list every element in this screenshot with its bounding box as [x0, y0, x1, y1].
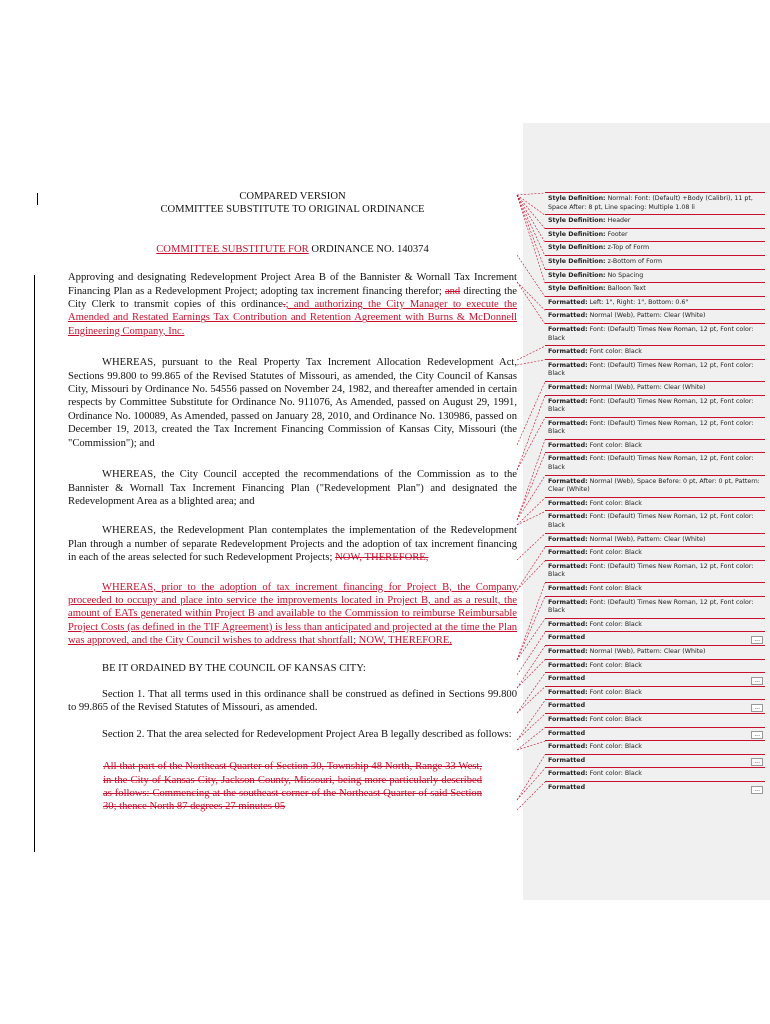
- balloon-text: Footer: [605, 230, 628, 238]
- revision-balloon[interactable]: [545, 596, 765, 618]
- revision-balloon[interactable]: [545, 740, 765, 754]
- leader-line: [517, 396, 545, 471]
- revision-balloon[interactable]: [545, 296, 765, 310]
- leader-line: [517, 547, 545, 590]
- leader-line: [517, 534, 545, 560]
- header-line-2: COMMITTEE SUBSTITUTE TO ORIGINAL ORDINANCE: [160, 204, 425, 216]
- balloon-text: Font color: Black: [587, 770, 642, 778]
- revision-balloon[interactable]: [545, 533, 765, 547]
- revision-balloon[interactable]: [545, 228, 765, 242]
- revision-balloon[interactable]: [545, 359, 765, 381]
- revision-balloon[interactable]: [545, 686, 765, 700]
- revision-balloon[interactable]: [545, 439, 765, 453]
- balloon-text: z-Top of Form: [605, 244, 650, 252]
- balloon-label: Style Definition:: [548, 257, 606, 265]
- revision-balloon[interactable]: [545, 631, 765, 645]
- title-insertion: COMMITTEE SUBSTITUTE FOR: [156, 243, 309, 255]
- balloon-label: Formatted:: [548, 455, 588, 463]
- balloon-label: Formatted:: [548, 549, 588, 557]
- more-details-button[interactable]: ...: [751, 677, 763, 685]
- balloon-text: Font: (Default) Times New Roman, 12 pt, Font color: Black: [548, 598, 754, 615]
- balloon-label: Style Definition:: [548, 230, 606, 238]
- revision-balloon[interactable]: [545, 672, 765, 686]
- revision-balloon[interactable]: [545, 452, 765, 474]
- balloon-text: Font: (Default) Times New Roman, 12 pt, Font color: Black: [548, 397, 754, 414]
- leader-line: [517, 741, 545, 750]
- revision-balloon[interactable]: [545, 269, 765, 283]
- leader-line: [517, 418, 545, 470]
- balloon-label: Formatted:: [548, 743, 588, 751]
- more-details-button[interactable]: ...: [751, 636, 763, 644]
- balloon-text: Header: [605, 217, 631, 225]
- balloon-label: Formatted: [548, 675, 586, 683]
- leader-line: [517, 453, 545, 520]
- balloon-label: Formatted: [548, 729, 586, 737]
- balloon-text: Font color: Black: [587, 441, 642, 449]
- header-line-1: COMPARED VERSION: [239, 191, 346, 202]
- document-body: [68, 190, 517, 814]
- balloon-text: Font: (Default) Times New Roman, 12 pt, Font color: Black: [548, 513, 754, 530]
- revision-balloon[interactable]: [545, 546, 765, 560]
- balloon-text: Left: 1", Right: 1", Bottom: 0.6": [587, 298, 689, 306]
- balloon-text: Font color: Black: [587, 743, 642, 751]
- revision-balloon[interactable]: [545, 381, 765, 395]
- revision-balloon[interactable]: [545, 582, 765, 596]
- revision-balloon[interactable]: [545, 214, 765, 228]
- deleted-text: .: [282, 299, 286, 311]
- more-details-button[interactable]: ...: [751, 731, 763, 739]
- balloon-text: Font color: Black: [587, 688, 642, 696]
- revision-balloon[interactable]: [545, 659, 765, 673]
- balloon-label: Formatted:: [548, 562, 588, 570]
- balloon-label: Formatted:: [548, 477, 588, 485]
- leader-line: [517, 660, 545, 688]
- leader-line: [517, 782, 545, 810]
- leader-line: [517, 728, 545, 750]
- leader-line: [517, 768, 545, 800]
- leader-line: [517, 583, 545, 660]
- leader-line: [517, 597, 545, 660]
- balloon-text: Font color: Black: [587, 549, 642, 557]
- balloon-text: Font: (Default) Times New Roman, 12 pt, Font color: Black: [548, 562, 754, 579]
- revision-balloon[interactable]: [545, 395, 765, 417]
- balloon-text: Font color: Black: [587, 620, 642, 628]
- revision-balloon[interactable]: [545, 510, 765, 532]
- balloon-label: Formatted:: [548, 312, 588, 320]
- balloon-text: Font color: Black: [587, 499, 642, 507]
- leader-line: [517, 193, 545, 195]
- leader-line: [517, 498, 545, 525]
- revision-balloon[interactable]: [545, 713, 765, 727]
- leader-line: [517, 440, 545, 520]
- balloon-label: Formatted:: [548, 419, 588, 427]
- balloon-text: Normal: Font: (Default) +Body (Calibri), 11 pt, Space After: 8 pt, Line spacing: Multiple 1.08 li: [548, 195, 753, 211]
- balloon-label: Formatted: [548, 634, 586, 642]
- balloon-label: Formatted:: [548, 383, 588, 391]
- leader-line: [517, 687, 545, 713]
- balloon-text: Font: (Default) Times New Roman, 12 pt, Font color: Black: [548, 455, 754, 472]
- balloon-text: Font color: Black: [587, 585, 642, 592]
- revision-balloon[interactable]: [545, 618, 765, 632]
- revision-balloon[interactable]: [545, 781, 765, 795]
- balloon-text: No Spacing: [605, 271, 644, 279]
- ordained-clause: BE IT ORDAINED BY THE COUNCIL OF KANSAS CITY:: [102, 662, 366, 674]
- leader-line: [517, 195, 545, 270]
- balloon-text: Font color: Black: [587, 348, 642, 356]
- revision-balloon[interactable]: [545, 754, 765, 768]
- revision-balloon[interactable]: [545, 727, 765, 741]
- balloon-text: Normal (Web), Pattern: Clear (White): [587, 383, 706, 391]
- whereas-2: WHEREAS, the City Council accepted the recommendations of the Commission as to the Bannister & Wornall Tax Increment Financing Plan ("Redevelopment Plan") and designated the Redevelopment Area as a blighted area; and: [68, 469, 517, 507]
- more-details-button[interactable]: ...: [751, 786, 763, 794]
- ordinance-title: [68, 243, 517, 256]
- balloon-label: Formatted:: [548, 598, 588, 606]
- balloon-label: Formatted:: [548, 647, 588, 655]
- balloon-label: Formatted:: [548, 770, 588, 778]
- leader-line: [517, 282, 545, 324]
- balloon-label: Formatted:: [548, 325, 588, 333]
- revision-balloon[interactable]: [545, 475, 765, 497]
- balloon-text: Normal (Web), Pattern: Clear (White): [587, 647, 706, 655]
- revision-balloon[interactable]: [545, 255, 765, 269]
- revision-balloon[interactable]: [545, 345, 765, 359]
- revision-balloon[interactable]: [545, 241, 765, 255]
- revision-balloon[interactable]: [545, 192, 765, 214]
- intro-paragraph: Approving and designating Redevelopment Project Area B of the Bannister & Wornall Tax Increment Financing Plan as a Redevelopment Project; adopting tax increment financing therefor; and directing the City Clerk to transmit copies of this ordinance.; and authorizing the City Manager to execute the Amended and Restated Earnings Tax Contribution and Retention Agreement with Burns & McDonnell Engineering Company, Inc.: [68, 272, 518, 337]
- whereas-3: WHEREAS, the Redevelopment Plan contemplates the implementation of the Redevelopment Plan through a number of separate Redevelopment Projects and the adoption of tax increment financing in each of the areas selected for such Redevelopment Projects; NOW, THEREFORE,: [68, 525, 517, 564]
- section-2: Section 2. That the area selected for Redevelopment Project Area B legally described as follows:: [102, 728, 512, 740]
- leader-line: [517, 714, 545, 740]
- balloon-label: Style Definition:: [548, 285, 606, 293]
- revision-balloon[interactable]: [545, 323, 765, 345]
- leader-line: [517, 195, 545, 256]
- balloon-text: Font color: Black: [587, 661, 642, 669]
- balloon-text: Balloon Text: [605, 285, 646, 293]
- balloon-label: Style Definition:: [548, 195, 606, 202]
- balloon-label: Formatted: [548, 783, 586, 791]
- deleted-text: and: [444, 285, 461, 297]
- deleted-text: NOW, THEREFORE,: [335, 552, 429, 564]
- legal-description-deleted: All that part of the Northeast Quarter of Section 30, Township 48 North, Range 33 West, in the City of Kansas City, Jackson County, Missouri, being more particularly described as follows: Commencing at the southeast corner of the Northeast Quarter of said Section 30; thence North 87 degrees 27 minutes 05: [103, 761, 482, 813]
- revision-balloon[interactable]: [545, 560, 765, 582]
- revision-balloon[interactable]: [545, 282, 765, 296]
- leader-line: [517, 646, 545, 688]
- leader-line: [517, 673, 545, 713]
- revision-balloon[interactable]: [545, 699, 765, 713]
- section-1: Section 1. That all terms used in this ordinance shall be construed as defined in Sections 99.800 to 99.865 of the Revised Statutes of Missouri, as amended.: [68, 688, 517, 714]
- balloon-label: Formatted:: [548, 397, 588, 405]
- balloon-text: Font: (Default) Times New Roman, 12 pt, Font color: Black: [548, 325, 754, 342]
- leader-line: [517, 282, 545, 310]
- balloon-label: Formatted:: [548, 348, 588, 356]
- balloon-text: Normal (Web), Space Before: 0 pt, After: 0 pt, Pattern: Clear (White): [548, 477, 760, 494]
- revision-balloons: [545, 192, 765, 795]
- balloon-label: Style Definition:: [548, 217, 606, 225]
- balloon-text: Font color: Black: [587, 715, 642, 723]
- balloon-label: Formatted:: [548, 715, 588, 723]
- title-main: ORDINANCE NO. 140374: [311, 243, 429, 255]
- inserted-text: ; and authorizing the City Manager to execute the Amended and Restated Earnings Tax Contribution and Retention Agreement with Burns & McDonnell Engineering Company, Inc.: [68, 299, 517, 337]
- balloon-label: Formatted:: [548, 661, 588, 669]
- revision-balloon[interactable]: [545, 417, 765, 439]
- balloon-text: Font: (Default) Times New Roman, 12 pt, Font color: Black: [548, 361, 754, 378]
- balloon-label: Formatted:: [548, 688, 588, 696]
- leader-line: [517, 195, 545, 283]
- leader-line: [517, 755, 545, 800]
- balloon-label: Formatted:: [548, 585, 588, 592]
- balloon-label: Formatted:: [548, 499, 588, 507]
- balloon-label: Formatted:: [548, 513, 588, 521]
- revision-balloon[interactable]: [545, 497, 765, 511]
- leader-line: [517, 700, 545, 740]
- whereas-4-inserted: WHEREAS, prior to the adoption of tax increment financing for Project B, the Company proceeded to occupy and place into service the improvements located in Project B, and as a result, the amount of EATs generated within Project B and available to the Commission to reimburse Reimbursable Project Costs (as defined in the TIF Agreement) is less than anticipated and projected at the time the Plan was approved, and the City Council wishes to address that shortfall; NOW, THEREFORE,: [68, 581, 517, 647]
- balloon-label: Formatted:: [548, 298, 588, 306]
- balloon-text: Normal (Web), Pattern: Clear (White): [587, 312, 706, 320]
- balloon-label: Formatted:: [548, 441, 588, 449]
- leader-line: [517, 255, 545, 297]
- balloon-text: Normal (Web), Pattern: Clear (White): [587, 535, 706, 543]
- leader-line: [517, 360, 545, 365]
- revision-balloon[interactable]: [545, 767, 765, 781]
- more-details-button[interactable]: ...: [751, 758, 763, 766]
- balloon-text: z-Bottom of Form: [605, 257, 662, 265]
- balloon-label: Formatted:: [548, 620, 588, 628]
- more-details-button[interactable]: ...: [751, 704, 763, 712]
- balloon-label: Formatted: [548, 702, 586, 710]
- leader-line: [517, 382, 545, 445]
- leader-line: [517, 346, 545, 360]
- balloon-text: Font: (Default) Times New Roman, 12 pt, Font color: Black: [548, 419, 754, 436]
- revision-balloon[interactable]: [545, 645, 765, 659]
- balloon-label: Formatted:: [548, 535, 588, 543]
- whereas-1: WHEREAS, pursuant to the Real Property Tax Increment Allocation Redevelopment Act, Sections 99.800 to 99.865 of the Revised Statutes of Missouri, as amended, the City Council of Kansas City, Missouri by Ordinance No. 54556 passed on November 24, 1982, and thereafter amended in certain respects by Committee Substitute for Ordinance No. 911076, As Amended, passed on August 29, 1991, Ordinance No. 100089, As Amended, passed on January 28, 2010, and Ordinance No. 130986, passed on December 19, 2013, created the Tax Increment Financing Commission of Kansas City, Missouri (the "Commission"); and: [68, 357, 517, 449]
- balloon-label: Style Definition:: [548, 244, 606, 252]
- balloon-label: Style Definition:: [548, 271, 606, 279]
- revision-balloon[interactable]: [545, 309, 765, 323]
- balloon-label: Formatted: [548, 756, 586, 764]
- balloon-label: Formatted:: [548, 361, 588, 369]
- leader-line: [517, 195, 545, 242]
- leader-line: [517, 561, 545, 590]
